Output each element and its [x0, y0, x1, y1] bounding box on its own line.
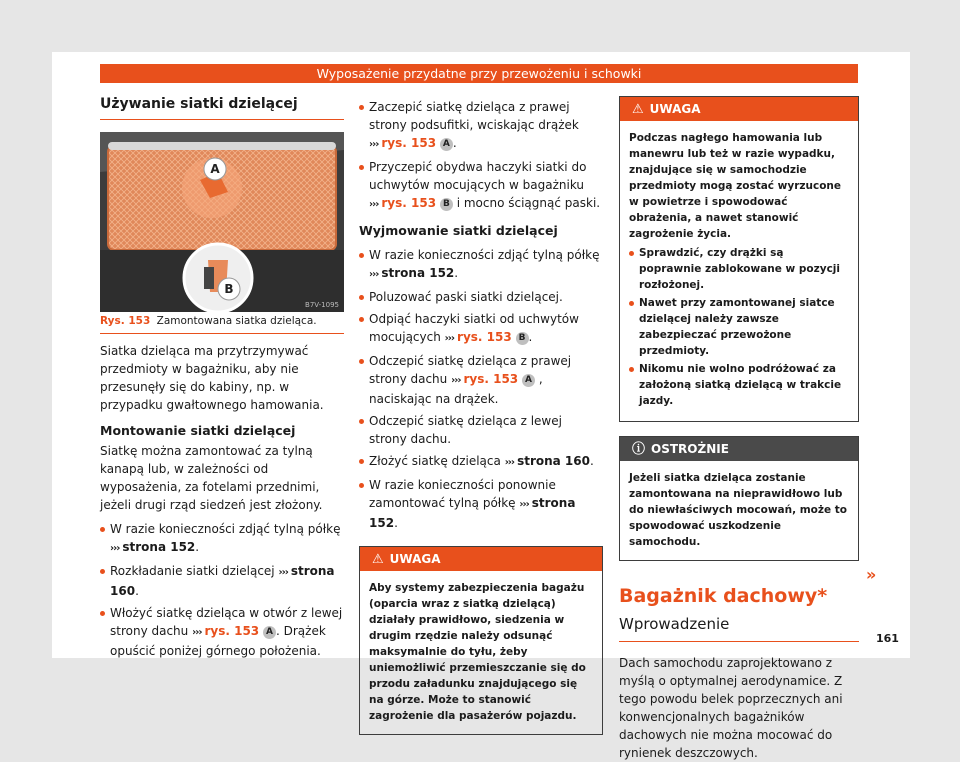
list-item: Nikomu nie wolno podróżować za założoną siatką dzielącą w trakcie jazdy. — [629, 361, 849, 409]
list-item: Złożyć siatkę dzieląca ››› strona 160. — [359, 452, 603, 472]
step-text: Włożyć siatkę dzieląca w otwór z lewej strony dachu — [110, 606, 343, 638]
figure-code: B7V-1095 — [305, 301, 339, 309]
warning-box — [619, 96, 859, 422]
arrow-icon: ››› — [504, 457, 515, 468]
arrow-icon: ››› — [369, 269, 379, 280]
list-item: W razie konieczności zdjąć tylną półkę ››› strona 152. — [100, 520, 344, 558]
list-item: Odpiąć haczyki siatki od uchwytów mocujących ››› rys. 153 B . — [359, 310, 603, 348]
figure-cargo-net — [100, 132, 344, 312]
arrow-icon: ››› — [369, 199, 379, 210]
badge-b-icon: B — [440, 198, 453, 211]
list-item — [359, 412, 603, 448]
page-link[interactable]: strona 152 — [122, 540, 196, 554]
page-link[interactable]: strona 152 — [369, 496, 576, 530]
page-link[interactable]: strona 160 — [517, 454, 590, 468]
arrow-icon: ››› — [451, 375, 461, 386]
step-text: Rozkładanie siatki dzielącej — [110, 564, 275, 578]
step-text: Złożyć siatkę dzieląca — [369, 454, 501, 468]
column-1 — [100, 96, 344, 664]
caution-header — [620, 437, 858, 461]
step-text: W razie konieczności ponownie zamontować tylną półkę — [369, 478, 556, 510]
mount-paragraph: Siatkę można zamontować za tylną kanapą lub, w zależności od wyposażenia, za fotelami przednimi, jeżeli drugi rząd siedzeń jest złożony. — [100, 444, 323, 512]
figure-link[interactable]: rys. 153 — [463, 372, 519, 386]
page-link[interactable]: strona 160 — [110, 564, 335, 598]
figure-label-b: B — [224, 282, 234, 296]
mount-steps — [100, 520, 344, 660]
figure-link[interactable]: rys. 153 — [381, 136, 437, 150]
cargo-net-illustration — [100, 132, 344, 312]
arrow-icon: ››› — [278, 567, 288, 578]
intro-paragraph: Siatka dzieląca ma przytrzymywać przedmioty w bagażniku, aby nie przesunęły się do kabiny, np. w przypadku gwałtownego hamowania. — [100, 344, 324, 412]
caution-box — [619, 436, 859, 561]
warning-text: Podczas nagłego hamowania lub manewru lub też w razie wypadku, znajdujące się w samochodzie przedmioty mogą zostać wyrzucone w powietrze i spowodować obrażenia, a nawet stanowić zagrożenie życia. — [629, 132, 842, 240]
section-subtitle: Wprowadzenie — [619, 615, 859, 642]
arrow-icon: ››› — [444, 333, 455, 344]
warning-header — [620, 97, 858, 121]
list-item: Zaczepić siatkę dzieląca z prawej strony podsufitki, wciskając drążek ››› rys. 153 A . — [359, 98, 603, 154]
step-text: W razie konieczności zdjąć tylną półkę — [110, 522, 341, 536]
mount-steps-continued — [359, 98, 603, 214]
list-item: W razie konieczności ponownie zamontować tylną półkę ››› strona 152. — [359, 476, 603, 532]
warning-triangle-icon: ⚠ — [632, 102, 644, 117]
continue-mark: » — [866, 565, 877, 584]
step-text: Odczepić siatkę dzieląca z lewej strony dachu. — [369, 414, 562, 446]
warning-title: UWAGA — [649, 102, 701, 116]
arrow-icon: ››› — [110, 543, 120, 554]
step-text: Poluzować paski siatki dzielącej. — [369, 290, 563, 304]
warning-content — [620, 121, 858, 421]
step-text: Odpiąć haczyki siatki od uchwytów mocujących — [369, 312, 579, 344]
remove-steps — [359, 246, 603, 532]
arrow-icon: ››› — [369, 139, 379, 150]
step-text: Przyczepić obydwa haczyki siatki do uchwytów mocujących w bagażniku — [369, 160, 587, 192]
list-item: Nawet przy zamontowanej siatce dzielącej należy zawsze zabezpieczać przewożone przedmioty. — [629, 295, 849, 359]
mount-heading: Montowanie siatki dzielącej — [100, 423, 296, 438]
section-big-title: Bagażnik dachowy* — [619, 585, 828, 607]
warning-triangle-icon: ⚠ — [372, 552, 384, 567]
figure-label-a: A — [210, 162, 220, 176]
info-circle-icon: ⓘ — [632, 442, 646, 457]
caution-text: Jeżeli siatka dzieląca zostanie zamontowana na nieprawidłowo lub do niewłaściwych mocowań, może to spowodować uszkodzenie samochodu. — [629, 472, 848, 548]
badge-a-icon: A — [522, 374, 535, 387]
caution-title: OSTROŻNIE — [651, 442, 729, 456]
column-3 — [619, 96, 859, 762]
page-header: Wyposażenie przydatne przy przewożeniu i schowki — [100, 64, 858, 83]
warning-box — [359, 546, 603, 735]
badge-a-icon: A — [440, 138, 453, 151]
list-item — [359, 352, 603, 408]
remove-heading: Wyjmowanie siatki dzielącej — [359, 223, 558, 238]
arrow-icon: ››› — [519, 499, 529, 510]
caption-ref: Rys. 153 — [100, 315, 151, 327]
intro-paragraph: Dach samochodu zaprojektowano z myślą o optymalnej aerodynamice. Z tego powodu belek poprzecznych ani konwencjonalnych bagażników dachowych nie można mocować do rynienek deszczowych. — [619, 656, 843, 760]
column-2 — [359, 98, 603, 735]
step-text: , naciskając na drążek. — [369, 372, 543, 406]
figure-link[interactable]: rys. 153 — [457, 330, 512, 344]
list-item: Sprawdzić, czy drążki są poprawnie zablokowane w pozycji rozłożonej. — [629, 245, 849, 293]
page-link[interactable]: strona 152 — [381, 266, 455, 280]
caption-text: Zamontowana siatka dzieląca. — [156, 315, 317, 327]
warning-list — [629, 245, 849, 409]
figure-link[interactable]: rys. 153 — [381, 196, 437, 210]
page-number: 161 — [876, 632, 899, 645]
list-item — [100, 604, 344, 660]
figure-caption — [100, 315, 344, 334]
step-text: Odczepić siatkę dzieląca z prawej strony dachu — [369, 354, 572, 386]
figure-link[interactable]: rys. 153 — [204, 624, 260, 638]
badge-a-icon: A — [263, 626, 276, 639]
step-text: i mocno ściągnąć paski. — [456, 196, 601, 210]
section-title: Używanie siatki dzielącej — [100, 96, 344, 120]
warning-header — [360, 547, 602, 571]
badge-b-icon: B — [516, 332, 529, 345]
arrow-icon: ››› — [192, 627, 202, 638]
list-item — [359, 288, 603, 306]
step-text: . Drążek opuścić poniżej górnego położenia. — [110, 624, 326, 658]
list-item: Rozkładanie siatki dzielącej ››› strona 160. — [100, 562, 344, 600]
step-text: W razie konieczności zdjąć tylną półkę — [369, 248, 600, 262]
step-text: Zaczepić siatkę dzieląca z prawej strony podsufitki, wciskając drążek — [369, 100, 579, 132]
list-item: W razie konieczności zdjąć tylną półkę ››› strona 152. — [359, 246, 603, 284]
warning-text: Aby systemy zabezpieczenia bagażu (oparcia wraz z siatką dzielącą) działały prawidłowo, siedzenia w drugim rzędzie należy odsunąć maksymalnie do tyłu, żeby uniemożliwić przemieszczanie się do przodu załadunku znajdującego się na górze. Może to stanowić zagrożenie dla pasażerów pojazdu. — [369, 582, 586, 722]
warning-title: UWAGA — [389, 552, 441, 566]
list-item — [359, 158, 603, 214]
